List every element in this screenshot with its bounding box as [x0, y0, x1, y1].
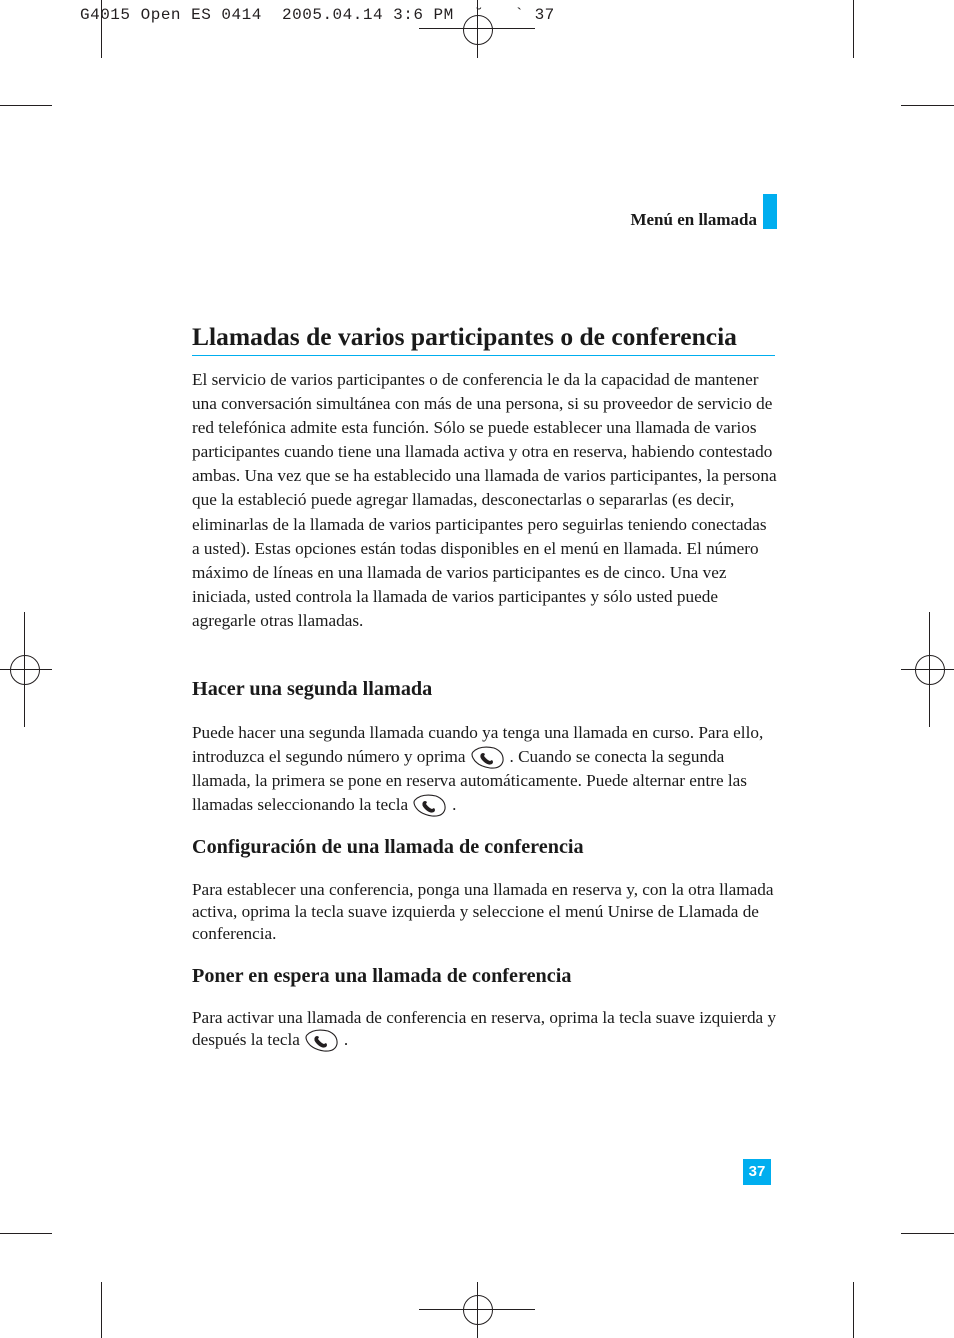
phone-send-key-icon	[412, 792, 448, 818]
paragraph-conference-setup: Para establecer una conferencia, ponga una llamada en reserva y, con la otra llamada activa, oprima la tecla suave izquierda y seleccione el menú Unirse de Llamada de conferencia.	[192, 880, 774, 944]
crop-mark	[0, 105, 52, 106]
intro-paragraph: El servicio de varios participantes o de conferencia le da la capacidad de mantener una conversación simultánea con más de una persona, si su proveedor de servicio de red telefónica admite esta función. Sólo se puede establecer una llamada de varios participantes cuando tiene una llamada activa y otra en reserva, habiendo contestado ambas. Una vez que se ha establecido una llamada de varios participantes, la persona que la estableció puede agregar llamadas, desconectarlas o separarlas (es decir, eliminarlas de la llamada de varios participantes pero seguirlas teniendo conectadas a usted). Estas opciones están todas disponibles en el menú en llamada. El número máximo de líneas en una llamada de varios participantes es de cinco. Una vez iniciada, usted controla la llamada de varios participantes y sólo usted puede agregarle otras llamadas.	[192, 370, 777, 630]
crop-mark	[901, 105, 954, 106]
registration-circle	[10, 655, 40, 685]
page-number: 37	[743, 1159, 771, 1185]
paragraph-second-call: Puede hacer una segunda llamada cuando ya tenga una llamada en curso. Para ello, introduzca el segundo número y oprima . Cuando se conecta la segunda llamada, la primera se pone en reserva automáticamente. Puede alternar entre las llamadas seleccionando la tecla .	[192, 721, 777, 817]
print-slug: G4015 Open ES 0414 2005.04.14 3:6 PM ˘ ` 37	[80, 6, 555, 24]
page-title: Llamadas de varios participantes o de conferencia	[192, 320, 775, 356]
section-header: Menú en llamada	[630, 210, 757, 229]
phone-send-key-icon	[304, 1027, 340, 1053]
registration-circle	[463, 1295, 493, 1325]
heading-second-call: Hacer una segunda llamada	[192, 678, 433, 700]
registration-circle	[915, 655, 945, 685]
phone-send-key-icon	[470, 744, 506, 770]
section-tab	[763, 194, 777, 229]
heading-conference-setup: Configuración de una llamada de conferencia	[192, 836, 584, 858]
heading-conference-hold: Poner en espera una llamada de conferencia	[192, 965, 572, 987]
crop-mark	[853, 1282, 854, 1338]
crop-mark	[0, 1233, 52, 1234]
crop-mark	[901, 1233, 954, 1234]
crop-mark	[101, 1282, 102, 1338]
crop-mark	[853, 0, 854, 58]
paragraph-conference-hold: Para activar una llamada de conferencia en reserva, oprima la tecla suave izquierda y después la tecla .	[192, 1007, 777, 1051]
